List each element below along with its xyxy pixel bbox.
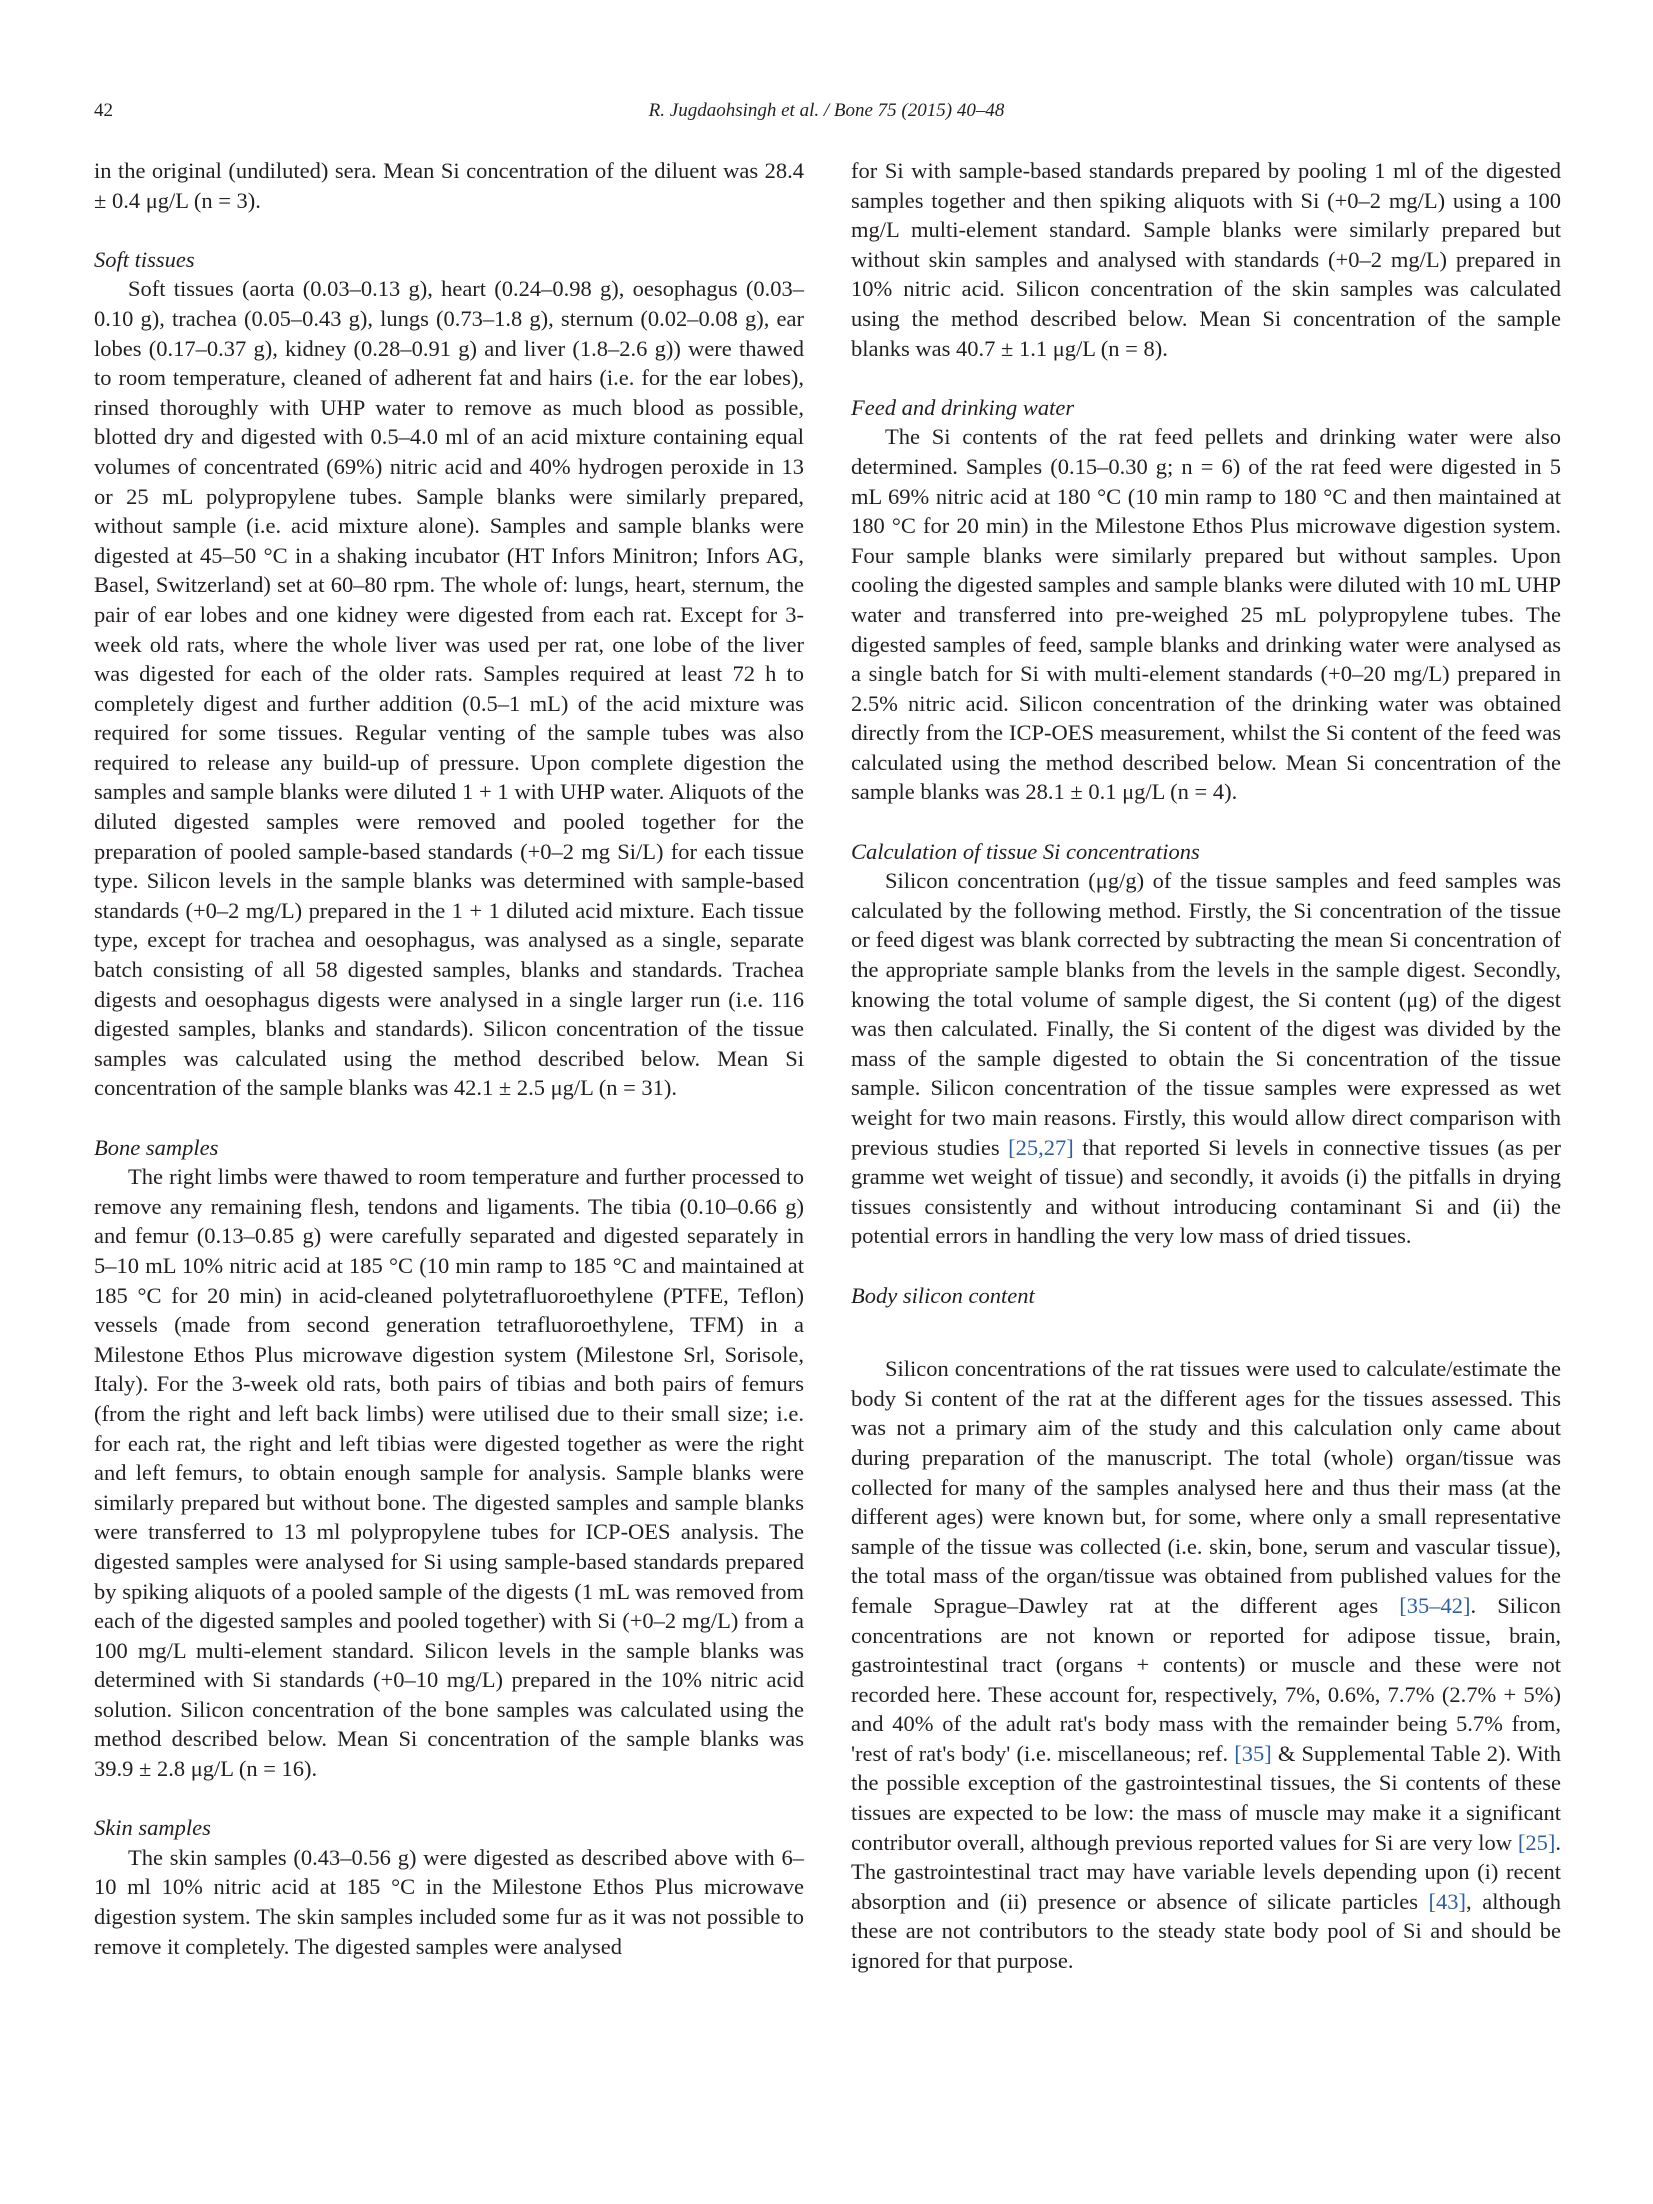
body-silicon-heading: Body silicon content xyxy=(851,1282,1035,1308)
body-text-e: , although these are not contributors to the steady state body pool of Si and should be ignored for that purpose. xyxy=(851,1888,1561,1974)
citation-link[interactable]: [43] xyxy=(1428,1888,1467,1914)
right-column xyxy=(851,156,1561,1976)
page-number: 42 xyxy=(94,100,113,121)
calculation-text-a: Silicon concentration (μg/g) of the tissue samples and feed samples was calculated by the following method. Firstly, the Si concentration of the tissue or feed digest was blank corrected by subtracting the mean Si concentration of the appropriate sample blanks from the levels in the sample digest. Secondly, knowing the total volume of sample digest, the Si content (μg) of the digest was then calculated. Finally, the Si content of the digest was divided by the mass of the sample digested to obtain the Si concentration of the tissue sample. Silicon concentration of the tissue samples were expressed as wet weight for two main reasons. Firstly, this would allow direct comparison with previous studies xyxy=(851,868,1561,1160)
calculation-text-b: that reported Si levels in connective tissues (as per gramme wet weight of tissue) and secondly, it avoids (i) the pitfalls in drying tissues consistently and without introducing contaminant Si and (ii) the potential errors in handling the very low mass of dried tissues. xyxy=(851,1134,1561,1249)
running-head xyxy=(94,100,1559,130)
bone-samples-heading: Bone samples xyxy=(94,1134,219,1160)
citation-link[interactable]: [35] xyxy=(1234,1740,1272,1766)
calculation-heading: Calculation of tissue Si concentrations xyxy=(851,838,1200,864)
skin-samples-continued: for Si with sample-based standards prepared by pooling 1 ml of the digested samples together and then spiking aliquots with Si (+0–2 mg/L) using a 100 mg/L multi-element standard. Sample blanks were similarly prepared but without skin samples and analysed with standards (+0–2 mg/L) prepared in 10% nitric acid. Silicon concentration of the skin samples was calculated using the method described below. Mean Si concentration of the sample blanks was 40.7 ± 1.1 μg/L (n = 8). xyxy=(851,158,1561,361)
body-text-c: & Supplemental Table 2). With the possible exception of the gastrointestinal tissues, the Si contents of these tissues are expected to be low: the mass of muscle may make it a significant contributor overall, although previous reported values for Si are very low xyxy=(851,1740,1561,1855)
body-text-a: Silicon concentrations of the rat tissues were used to calculate/estimate the body Si content of the rat at the different ages for the tissues assessed. This was not a primary aim of the study and this calculation only came about during preparation of the manuscript. The total (whole) organ/tissue was collected for many of the samples analysed here and thus their mass (at the different ages) were known but, for some, where only a small representative sample of the tissue was collected (i.e. skin, bone, serum and vascular tissue), the total mass of the organ/tissue was obtained from published values for the female Sprague–Dawley rat at the different ages xyxy=(851,1356,1561,1618)
body-text-b: . Silicon concentrations are not known or reported for adipose tissue, brain, gastrointestinal tract (organs + contents) or muscle and these were not recorded here. These account for, respectively, 7%, 0.6%, 7.7% (2.7% + 5%) and 40% of the adult rat's body mass with the remainder being 5.7% from, 'rest of rat's body' (i.e. miscellaneous; ref. xyxy=(851,1592,1561,1766)
journal-reference: R. Jugdaohsingh et al. / Bone 75 (2015) 40–48 xyxy=(648,100,1005,121)
body-silicon-paragraph xyxy=(851,1354,1561,1975)
intro-paragraph: in the original (undiluted) sera. Mean Si concentration of the diluent was 28.4 ± 0.4 μg/L (n = 3). xyxy=(94,158,804,213)
skin-samples-paragraph: The skin samples (0.43–0.56 g) were digested as described above with 6–10 ml 10% nitric acid at 185 °C in the Milestone Ethos Plus microwave digestion system. The skin samples included some fur as it was not possible to remove it completely. The digested samples were analysed xyxy=(94,1844,804,1959)
citation-link[interactable]: [25,27] xyxy=(1008,1134,1074,1160)
citation-link[interactable]: [25] xyxy=(1517,1829,1556,1855)
soft-tissues-paragraph: Soft tissues (aorta (0.03–0.13 g), heart (0.24–0.98 g), oesophagus (0.03–0.10 g), trachea (0.05–0.43 g), lungs (0.73–1.8 g), sternum (0.02–0.08 g), ear lobes (0.17–0.37 g), kidney (0.28–0.91 g) and liver (1.8–2.6 g)) were thawed to room temperature, cleaned of adherent fat and hairs (i.e. for the ear lobes), rinsed thoroughly with UHP water to remove as much blood as possible, blotted dry and digested with 0.5–4.0 ml of an acid mixture containing equal volumes of concentrated (69%) nitric acid and 40% hydrogen peroxide in 13 or 25 mL polypropylene tubes. Sample blanks were similarly prepared, without sample (i.e. acid mixture alone). Samples and sample blanks were digested at 45–50 °C in a shaking incubator (HT Infors Minitron; Infors AG, Basel, Switzerland) set at 60–80 rpm. The whole of: lungs, heart, sternum, the pair of ear lobes and one kidney were digested from each rat. Except for 3-week old rats, where the whole liver was used per rat, one lobe of the liver was digested for each of the older rats. Samples required at least 72 h to completely digest and further addition (0.5–1 mL) of the acid mixture was required for some tissues. Regular venting of the sample tubes was also required to release any build-up of pressure. Upon complete digestion the samples and sample blanks were diluted 1 + 1 with UHP water. Aliquots of the diluted digested samples were removed and pooled together for the preparation of pooled sample-based standards (+0–2 mg Si/L) for each tissue type. Silicon levels in the sample blanks was determined with sample-based standards (+0–2 mg/L) prepared in the 1 + 1 diluted acid mixture. Each tissue type, except for trachea and oesophagus, was analysed as a single, separate batch consisting of all 58 digested samples, blanks and standards. Trachea digests and oesophagus digests were analysed in a single larger run (i.e. 116 digested samples, blanks and standards). Silicon concentration of the tissue samples was calculated using the method described below. Mean Si concentration of the sample blanks was 42.1 ± 2.5 μg/L (n = 31). xyxy=(94,276,804,1101)
feed-water-paragraph: The Si contents of the rat feed pellets and drinking water were also determined. Samples (0.15–0.30 g; n = 6) of the rat feed were digested in 5 mL 69% nitric acid at 180 °C (10 min ramp to 180 °C and then maintained at 180 °C for 20 min) in the Milestone Ethos Plus microwave digestion system. Four sample blanks were similarly prepared but without samples. Upon cooling the digested samples and sample blanks were diluted with 10 mL UHP water and transferred into pre-weighed 25 mL polypropylene tubes. The digested samples of feed, sample blanks and drinking water were analysed as a single batch for Si with multi-element standards (+0–20 mg/L) prepared in 2.5% nitric acid. Silicon concentration of the drinking water was obtained directly from the ICP-OES measurement, whilst the Si content of the feed was calculated using the method described below. Mean Si concentration of the sample blanks was 28.1 ± 0.1 μg/L (n = 4). xyxy=(851,424,1561,805)
bone-samples-paragraph: The right limbs were thawed to room temperature and further processed to remove any remaining flesh, tendons and ligaments. The tibia (0.10–0.66 g) and femur (0.13–0.85 g) were carefully separated and digested separately in 5–10 mL 10% nitric acid at 185 °C (10 min ramp to 185 °C and maintained at 185 °C for 20 min) in acid-cleaned polytetrafluoroethylene (PTFE, Teflon) vessels (made from second generation tetrafluoroethylene, TFM) in a Milestone Ethos Plus microwave digestion system (Milestone Srl, Sorisole, Italy). For the 3-week old rats, both pairs of tibias and both pairs of femurs (from the right and left back limbs) were utilised due to their small size; i.e. for each rat, the right and left tibias were digested together as were the right and left femurs, to obtain enough sample for analysis. Sample blanks were similarly prepared but without bone. The digested samples and sample blanks were transferred to 13 ml polypropylene tubes for ICP-OES analysis. The digested samples were analysed for Si using sample-based standards prepared by spiking aliquots of a pooled sample of the digests (1 mL was removed from each of the digested samples and pooled together) with Si (+0–2 mg/L) from a 100 mg/L multi-element standard. Silicon levels in the sample blanks was determined with Si standards (+0–10 mg/L) prepared in the 10% nitric acid solution. Silicon concentration of the bone samples was calculated using the method described below. Mean Si concentration of the sample blanks was 39.9 ± 2.8 μg/L (n = 16). xyxy=(94,1164,804,1782)
feed-water-heading: Feed and drinking water xyxy=(851,394,1075,420)
calculation-paragraph xyxy=(851,866,1561,1251)
citation-link[interactable]: [35–42] xyxy=(1399,1592,1471,1618)
body-text-d: . The gastrointestinal tract may have variable levels depending upon (i) recent absorption and (ii) presence or absence of silicate particles xyxy=(851,1829,1561,1914)
left-column xyxy=(94,156,804,1961)
skin-samples-heading: Skin samples xyxy=(94,1815,211,1841)
soft-tissues-heading: Soft tissues xyxy=(94,246,195,272)
